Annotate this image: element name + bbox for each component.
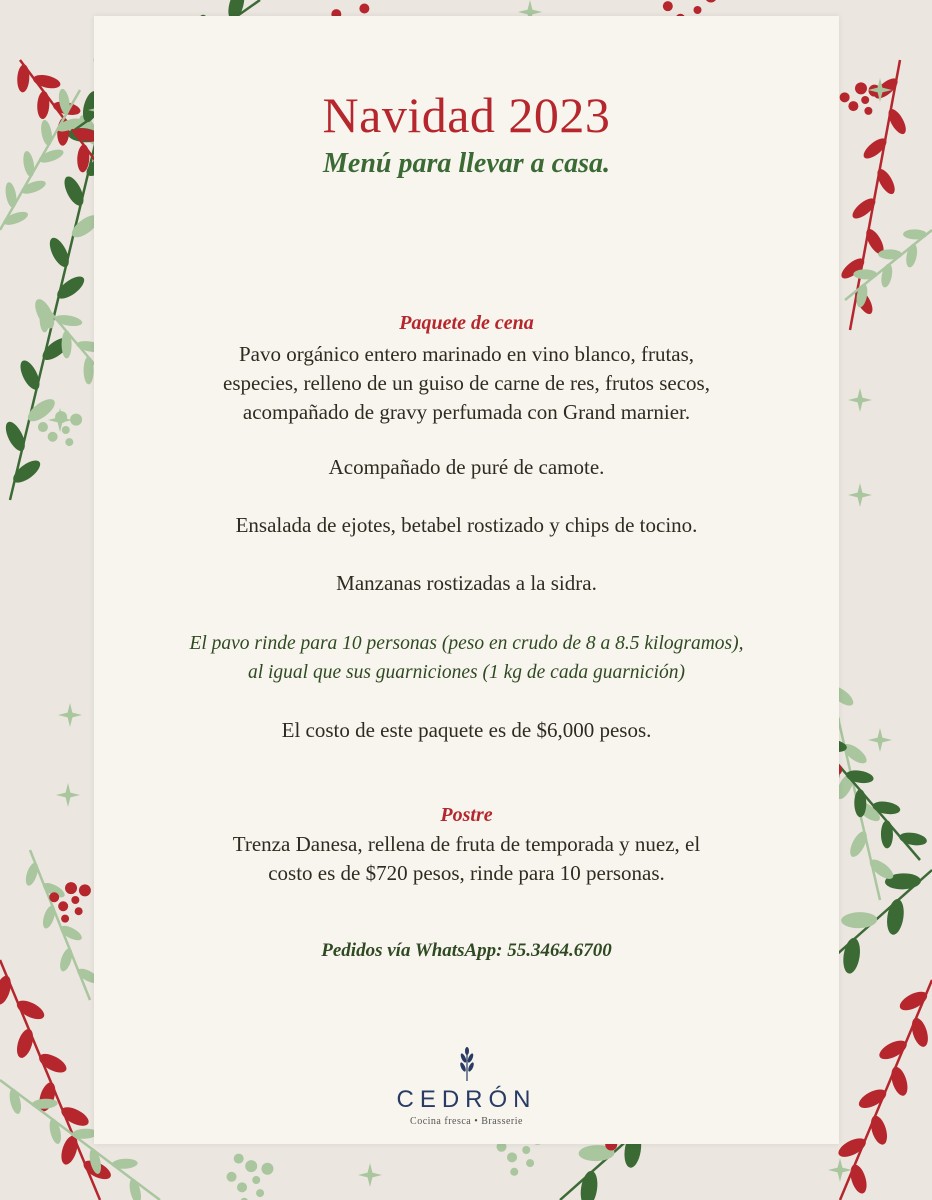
leaf-shape <box>876 1037 909 1063</box>
leaf-shape <box>41 904 58 930</box>
leaf-shape <box>903 229 927 239</box>
leaf-shape <box>37 91 51 120</box>
berry <box>261 1163 273 1175</box>
page-title: Navidad 2023 <box>322 87 611 143</box>
leaf-shape <box>14 1027 36 1060</box>
berry <box>855 82 867 94</box>
berry <box>38 422 48 432</box>
berry <box>840 92 850 102</box>
berry <box>526 1159 534 1167</box>
leaf-shape <box>888 1065 910 1098</box>
dinner-description-line-1: Pavo orgánico entero marinado en vino blanco, frutas, <box>238 342 695 366</box>
leaf-shape <box>2 209 30 227</box>
leaf-shape <box>856 1086 889 1112</box>
leaf-shape <box>58 947 75 973</box>
leaf-shape <box>868 1114 890 1147</box>
berry <box>510 1168 518 1176</box>
leaf-shape <box>847 1163 869 1196</box>
leaf-shape <box>32 73 62 91</box>
dinner-package-description <box>94 340 839 427</box>
dessert-heading: Postre <box>440 804 493 826</box>
leaf-shape <box>47 1117 63 1145</box>
leaf-shape <box>854 789 866 817</box>
portion-note-line-1: El pavo rinde para 10 personas (peso en crudo de 8 a 8.5 kilogramos), <box>189 633 744 654</box>
brand-name: CEDRÓN <box>396 1086 537 1113</box>
sparkle-star <box>848 483 872 507</box>
leaf-shape <box>7 1087 23 1115</box>
leaf-shape <box>22 150 36 177</box>
berry <box>49 892 59 902</box>
leaf-shape <box>578 1170 599 1200</box>
berry <box>848 101 858 111</box>
berry <box>245 1160 257 1172</box>
leaf-shape <box>881 820 893 848</box>
leaf-shape <box>36 1050 69 1076</box>
side-dish-1: Acompañado de puré de camote. <box>328 455 605 479</box>
berry <box>864 107 872 115</box>
berry <box>62 426 70 434</box>
berry <box>359 3 369 13</box>
leaf-shape <box>904 243 918 268</box>
leaf-shape <box>54 313 83 328</box>
sparkle-star <box>58 703 82 727</box>
side-dish-2: Ensalada de ejotes, betabel rostizado y chips de tocino. <box>235 513 698 537</box>
leaf-shape <box>17 64 31 93</box>
berry <box>79 884 91 896</box>
sparkle-star <box>848 388 872 412</box>
berry <box>522 1146 530 1154</box>
berry <box>65 438 73 446</box>
leaf-shape <box>898 831 928 847</box>
leaf-shape <box>4 181 18 208</box>
berry <box>694 6 702 14</box>
leaf-shape <box>853 269 877 279</box>
brand-tagline: Cocina fresca • Brasserie <box>410 1116 523 1127</box>
page-subtitle: Menú para llevar a casa. <box>323 148 610 179</box>
dessert-description <box>94 830 839 888</box>
leaf-shape <box>897 988 930 1014</box>
leaf-shape <box>14 997 47 1023</box>
berry <box>227 1172 237 1182</box>
leaf-shape <box>880 263 894 288</box>
berry <box>61 915 69 923</box>
portion-note <box>94 629 839 687</box>
leaf-shape <box>37 147 65 165</box>
berry <box>663 1 673 11</box>
leaf-shape <box>841 937 862 975</box>
berry <box>58 901 68 911</box>
berry <box>71 896 79 904</box>
berry <box>705 0 717 3</box>
leaf-shape <box>39 119 53 146</box>
branch-stem <box>30 850 90 1000</box>
leaf-shape <box>127 1177 143 1200</box>
berry <box>507 1152 517 1162</box>
dessert-description-line-1: Trenza Danesa, rellena de fruta de temporada y nuez, el <box>232 832 701 856</box>
leaf-shape <box>58 1103 91 1129</box>
berry <box>234 1154 244 1164</box>
brand-logo <box>94 1046 839 1087</box>
package-price: El costo de este paquete es de $6,000 pesos. <box>281 718 652 742</box>
dessert-description-line-2: costo es de $720 pesos, rinde para 10 personas. <box>268 861 665 885</box>
berry <box>861 96 869 104</box>
leaf-shape <box>836 1135 869 1161</box>
dinner-description-line-2: especies, relleno de un guiso de carne de res, frutos secos, <box>223 371 710 395</box>
sparkle-star <box>868 728 892 752</box>
dinner-description-line-3: acompañado de gravy perfumada con Grand marnier. <box>242 400 691 424</box>
leaf-shape <box>841 912 877 929</box>
berry <box>70 414 82 426</box>
herb-sprig-icon <box>457 1046 477 1082</box>
sparkle-star <box>56 783 80 807</box>
leaf-shape <box>20 178 48 196</box>
leaf-shape <box>878 249 902 259</box>
berry <box>75 907 83 915</box>
berry <box>237 1182 247 1192</box>
leaf-shape <box>23 861 40 887</box>
dinner-package-heading: Paquete de cena <box>399 312 534 334</box>
orders-contact: Pedidos vía WhatsApp: 55.3464.6700 <box>321 940 612 961</box>
berry <box>256 1189 264 1197</box>
leaf-shape <box>909 1016 931 1049</box>
side-dish-3: Manzanas rostizadas a la sidra. <box>336 571 597 595</box>
berry <box>48 432 58 442</box>
sparkle-star <box>358 1163 382 1187</box>
berry <box>252 1176 260 1184</box>
berry <box>65 882 77 894</box>
portion-note-line-2: al igual que sus guarniciones (1 kg de cada guarnición) <box>247 662 686 683</box>
leaf-shape <box>885 898 906 936</box>
menu-card <box>94 16 839 1144</box>
